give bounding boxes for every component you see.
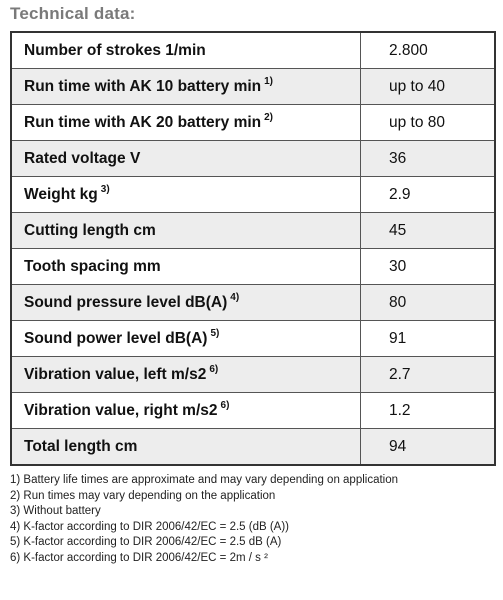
row-value: 1.2: [361, 393, 496, 429]
footnotes: [10, 473, 410, 566]
row-label-text: Rated voltage V: [24, 149, 141, 167]
row-label: [11, 213, 361, 249]
table-row: [11, 213, 495, 249]
footnote-marker: 6): [209, 363, 219, 375]
row-label: [11, 32, 361, 69]
footnote: 1) Battery life times are approximate and may vary depending on application: [10, 474, 399, 486]
footnote-marker: 6): [220, 399, 230, 411]
row-value: 80: [361, 285, 496, 321]
row-value: 2.800: [361, 32, 496, 69]
row-label-text: Number of strokes 1/min: [24, 41, 206, 59]
row-value: 2.9: [361, 177, 496, 213]
footnote: 2) Run times may vary depending on the application: [10, 489, 276, 502]
table-row: [11, 321, 495, 357]
footnote-marker: 2): [264, 111, 274, 123]
row-label-text: Vibration value, right m/s2: [24, 401, 218, 419]
row-label: [11, 285, 361, 321]
row-value: 36: [361, 141, 496, 177]
row-label-text: Run time with AK 20 battery min: [24, 113, 262, 131]
row-value: 2.7: [361, 357, 496, 393]
table-row: [11, 285, 495, 321]
row-label-text: Weight kg: [24, 185, 98, 203]
row-label: [11, 429, 361, 466]
table-row: [11, 141, 495, 177]
row-label: [11, 177, 361, 213]
row-label-text: Sound power level dB(A): [24, 329, 208, 347]
row-label: [11, 105, 361, 141]
row-value: 45: [361, 213, 496, 249]
row-value: 91: [361, 321, 496, 357]
row-label-text: Cutting length cm: [24, 221, 156, 239]
footnote-marker: 5): [210, 327, 220, 339]
row-label: [11, 69, 361, 105]
row-label: [11, 357, 361, 393]
footnote-marker: 4): [230, 291, 240, 303]
row-value: 30: [361, 249, 496, 285]
footnote: 4) K-factor according to DIR 2006/42/EC = 2.5 (dB (A)): [10, 520, 289, 533]
row-value: 94: [361, 429, 496, 466]
row-label: [11, 141, 361, 177]
row-value: up to 40: [361, 69, 496, 105]
table-row: [11, 357, 495, 393]
footnote: 5) K-factor according to DIR 2006/42/EC = 2.5 dB (A): [10, 536, 282, 548]
row-label: [11, 321, 361, 357]
page-title: Technical data:: [10, 4, 136, 23]
table-row: [11, 69, 495, 105]
table-row: [11, 249, 495, 285]
footnote: 3) Without battery: [10, 505, 101, 517]
row-label: [11, 249, 361, 285]
row-label-text: Run time with AK 10 battery min: [24, 77, 262, 95]
table-row: [11, 32, 495, 69]
row-label-text: Sound pressure level dB(A): [24, 293, 228, 311]
table-row: [11, 429, 495, 466]
table-row: [11, 177, 495, 213]
row-label-text: Tooth spacing mm: [24, 257, 161, 275]
row-value: up to 80: [361, 105, 496, 141]
technical-data-table: [10, 31, 496, 466]
footnote-marker: 1): [264, 75, 274, 87]
row-label-text: Total length cm: [24, 437, 138, 455]
row-label-text: Vibration value, left m/s2: [24, 365, 207, 383]
table-row: [11, 105, 495, 141]
table-row: [11, 393, 495, 429]
footnote: 6) K-factor according to DIR 2006/42/EC = 2m / s ²: [10, 551, 268, 564]
row-label: [11, 393, 361, 429]
footnote-marker: 3): [100, 183, 110, 195]
